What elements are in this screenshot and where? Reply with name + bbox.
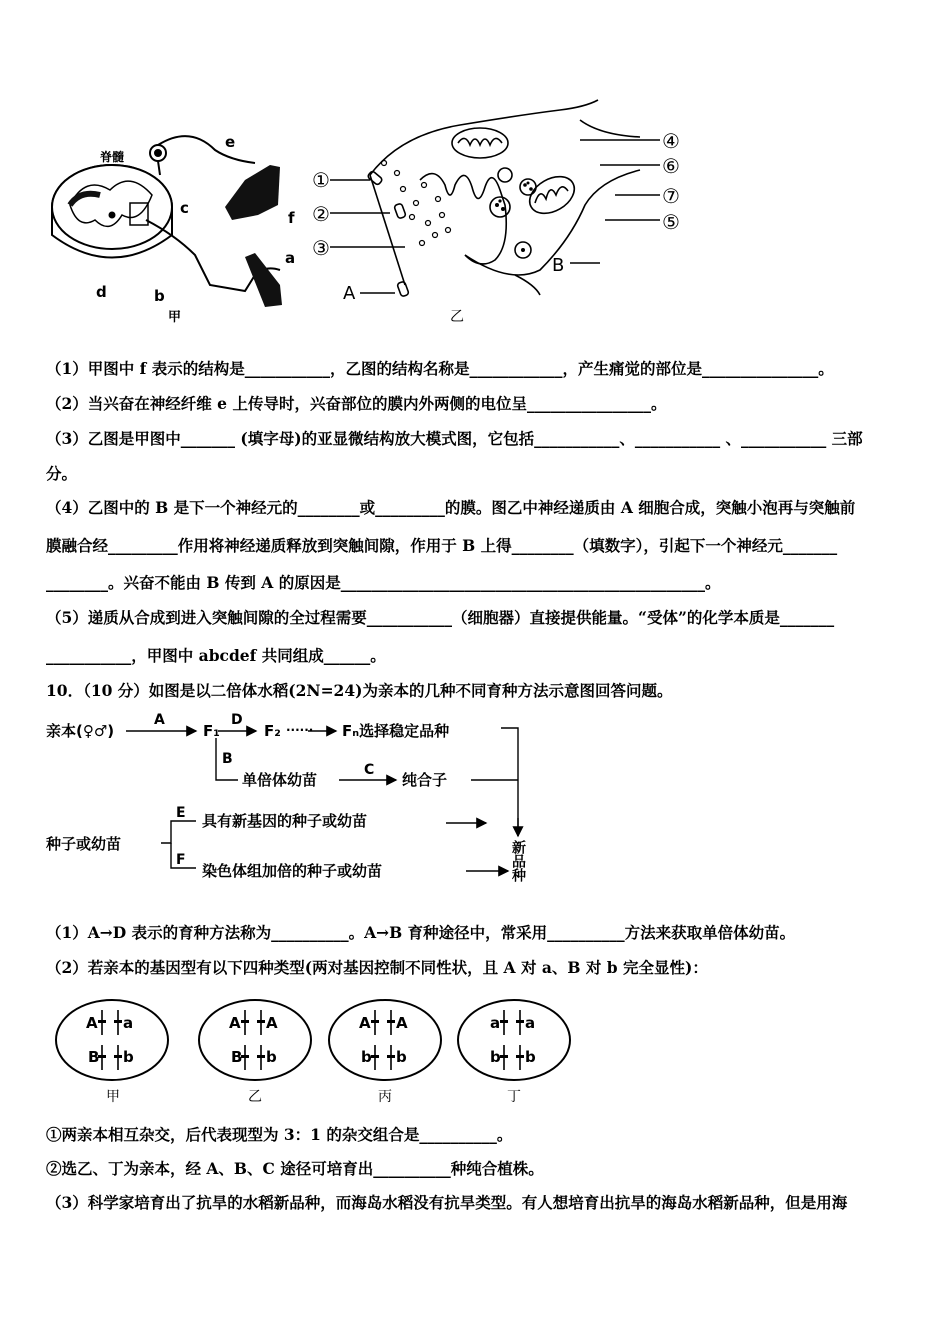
flow-pure: 纯合子 bbox=[402, 771, 448, 789]
cell-caption-ding: 丁 bbox=[507, 1089, 521, 1105]
cell-jia-bottom-right: b bbox=[123, 1048, 134, 1066]
cell-bing-top-right: A bbox=[396, 1014, 408, 1032]
q10-sub1: （1）A→D 表示的育种方法称为__________。A→B 育种途径中，常采用__________方法来获取单倍体幼苗。 bbox=[46, 923, 796, 942]
genotype-cells bbox=[52, 995, 582, 1110]
flow-parent: 亲本(♀♂) bbox=[46, 722, 115, 740]
flow-label-A: A bbox=[154, 712, 165, 728]
cell-yi-bottom-left: B bbox=[231, 1048, 243, 1066]
q9-line-4: 分。 bbox=[46, 464, 78, 483]
flow-label-C: C bbox=[364, 762, 375, 778]
q9-line-2: （2）当兴奋在神经纤维 e 上传导时，兴奋部位的膜内外两侧的电位呈________________。 bbox=[46, 394, 667, 413]
label-6: ⑥ bbox=[662, 154, 680, 178]
label-1: ① bbox=[312, 168, 330, 192]
cell-yi-bottom-right: b bbox=[266, 1048, 277, 1066]
q9-line-8: （5）递质从合成到进入突触间隙的全过程需要___________（细胞器）直接提供能量。“受体”的化学本质是_______ bbox=[46, 608, 835, 627]
q10-s1: ①两亲本相互杂交，后代表现型为 3：1 的杂交组合是__________。 bbox=[46, 1125, 513, 1144]
label-7: ⑦ bbox=[662, 184, 680, 208]
flow-label-F: F bbox=[176, 852, 186, 868]
flow-haploid: 单倍体幼苗 bbox=[242, 771, 318, 789]
label-B: B bbox=[552, 255, 565, 276]
cell-jia-bottom-left: B bbox=[88, 1048, 100, 1066]
q9-line-5: （4）乙图中的 B 是下一个神经元的________或_________的膜。图乙中神经递质由 A 细胞合成，突触小泡再与突触前 bbox=[46, 498, 856, 517]
cell-bing-top-left: A bbox=[359, 1014, 371, 1032]
cell-ding-bottom-left: b bbox=[490, 1048, 501, 1066]
label-4: ④ bbox=[662, 129, 680, 153]
label-5: ⑤ bbox=[662, 210, 680, 234]
q10-sub3: （3）科学家培育出了抗旱的水稻新品种，而海岛水稻没有抗旱类型。有人想培育出抗旱的海岛水稻新品种，但是用海 bbox=[46, 1193, 848, 1212]
flow-F1: F₁ bbox=[203, 722, 220, 740]
label-c: c bbox=[180, 199, 189, 217]
flow-doubled: 染色体组加倍的种子或幼苗 bbox=[202, 862, 383, 880]
flow-newgene: 具有新基因的种子或幼苗 bbox=[202, 812, 368, 830]
cell-yi-top-left: A bbox=[229, 1014, 241, 1032]
receptor-shape-f bbox=[225, 165, 280, 220]
label-2: ② bbox=[312, 202, 330, 226]
flow-label-D: D bbox=[231, 712, 243, 728]
q9-line-1: （1）甲图中 f 表示的结构是___________，乙图的结构名称是____________，产生痛觉的部位是_______________。 bbox=[46, 359, 834, 378]
cell-jia-top-right: a bbox=[123, 1014, 134, 1032]
cell-jia-top-left: A bbox=[86, 1014, 98, 1032]
cell-ding-top-right: a bbox=[525, 1014, 536, 1032]
reflex-arc-figure bbox=[40, 95, 720, 330]
flow-label-E: E bbox=[176, 805, 186, 821]
q9-line-6: 膜融合经_________作用将神经递质释放到突触间隙，作用于 B 上得________（填数字），引起下一个神经元_______ bbox=[46, 536, 838, 555]
breeding-flowchart bbox=[46, 708, 546, 898]
effector-shape-a bbox=[245, 253, 282, 307]
flow-dots: ······ bbox=[286, 723, 314, 737]
q10-s2: ②选乙、丁为亲本，经 A、B、C 途径可培育出__________种纯合植株。 bbox=[46, 1159, 544, 1178]
flow-newvar: 新品种 bbox=[510, 840, 526, 882]
flow-seed: 种子或幼苗 bbox=[46, 835, 122, 853]
vesicle-dots bbox=[382, 161, 451, 246]
cell-bing-bottom-left: b bbox=[361, 1048, 372, 1066]
label-a: a bbox=[285, 249, 296, 267]
label-f: f bbox=[288, 209, 295, 227]
cell-caption-bing: 丙 bbox=[378, 1089, 392, 1105]
label-A: A bbox=[343, 283, 356, 304]
flow-Fn: Fₙ选择稳定品种 bbox=[342, 722, 450, 740]
label-e: e bbox=[225, 133, 236, 151]
caption-jia: 甲 bbox=[168, 310, 182, 325]
flow-F2: F₂ bbox=[264, 722, 281, 740]
cell-ding-top-left: a bbox=[490, 1014, 501, 1032]
q10-title: 10．（10 分）如图是以二倍体水稻(2N=24)为亲本的几种不同育种方法示意图回答问题。 bbox=[46, 681, 673, 700]
cell-ding-bottom-right: b bbox=[525, 1048, 536, 1066]
synapse-diagram bbox=[330, 100, 660, 297]
q9-line-7: ________。兴奋不能由 B 传到 A 的原因是_______________________________________________。 bbox=[46, 573, 721, 592]
label-d: d bbox=[96, 283, 107, 301]
q9-line-3: （3）乙图是甲图中_______ (填字母)的亚显微结构放大模式图，它包括___________、___________ 、___________ 三部 bbox=[46, 429, 863, 448]
q10-sub2: （2）若亲本的基因型有以下四种类型(两对基因控制不同性状，且 A 对 a、B 对 b 完全显性)： bbox=[46, 958, 708, 977]
label-jisui: 脊髓 bbox=[100, 150, 125, 164]
cell-caption-jia: 甲 bbox=[106, 1089, 120, 1105]
cell-caption-yi: 乙 bbox=[248, 1089, 262, 1105]
caption-yi: 乙 bbox=[450, 309, 464, 325]
cell-yi-top-right: A bbox=[266, 1014, 278, 1032]
cell-bing-bottom-right: b bbox=[396, 1048, 407, 1066]
q9-line-9: ___________，甲图中 abcdef 共同组成______。 bbox=[46, 646, 386, 665]
label-b: b bbox=[154, 287, 165, 305]
label-3: ③ bbox=[312, 236, 330, 260]
flow-label-B: B bbox=[222, 751, 233, 767]
